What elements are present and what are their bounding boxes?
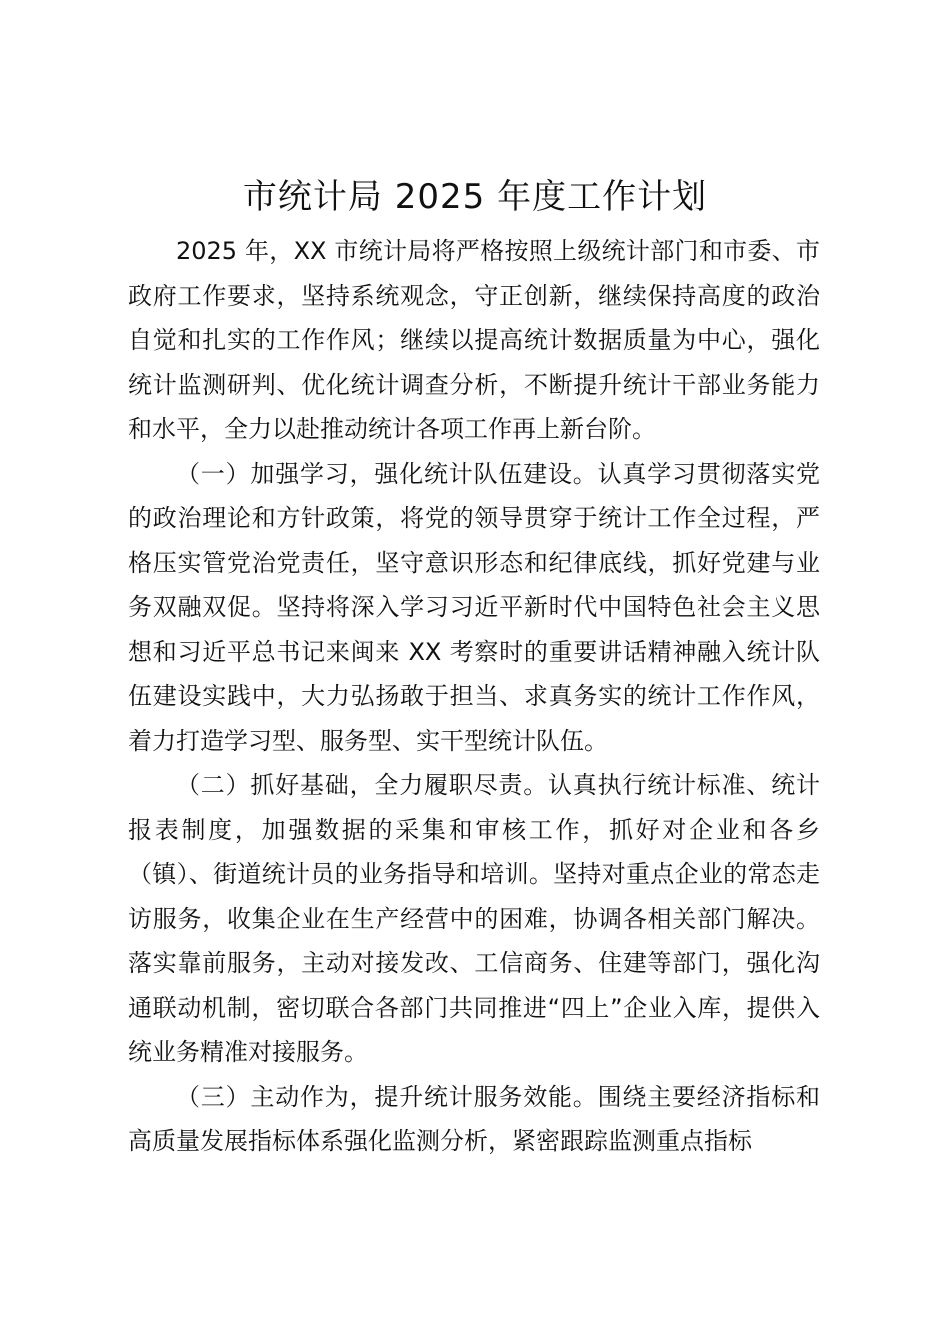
paragraph-intro: 2025 年，XX 市统计局将严格按照上级统计部门和市委、市政府工作要求，坚持系统观念，守正创新，继续保持高度的政治自觉和扎实的工作作风；继续以提高统计数据质量为中心，强化统计监测研判、优化统计调查分析，不断提升统计干部业务能力和水平，全力以赴推动统计各项工作再上新台阶。 [128, 237, 820, 443]
paragraph-section-2: （二）抓好基础，全力履职尽责。认真执行统计标准、统计报表制度，加强数据的采集和审核工作，抓好对企业和各乡（镇）、街道统计员的业务指导和培训。坚持对重点企业的常态走访服务，收集企业在生产经营中的困难，协调各相关部门解决。落实靠前服务，主动对接发改、工信商务、住建等部门，强化沟通联动机制，密切联合各部门共同推进“四上”企业入库，提供入统业务精准对接服务。 [128, 771, 820, 1066]
paragraph-section-3: （三）主动作为，提升统计服务效能。围绕主要经济指标和高质量发展指标体系强化监测分析，紧密跟踪监测重点指标 [128, 1082, 820, 1155]
document-body [128, 229, 820, 1164]
document-title: 市统计局 2025 年度工作计划 [242, 177, 708, 217]
paragraph-section-1: （一）加强学习，强化统计队伍建设。认真学习贯彻落实党的政治理论和方针政策，将党的领导贯穿于统计工作全过程，严格压实管党治党责任，坚守意识形态和纪律底线，抓好党建与业务双融双促。坚持将深入学习习近平新时代中国特色社会主义思想和习近平总书记来闽来 XX 考察时的重要讲话精神融入统计队伍建设实践中，大力弘扬敢于担当、求真务实的统计工作作风，着力打造学习型、服务型、实干型统计队伍。 [128, 459, 820, 755]
